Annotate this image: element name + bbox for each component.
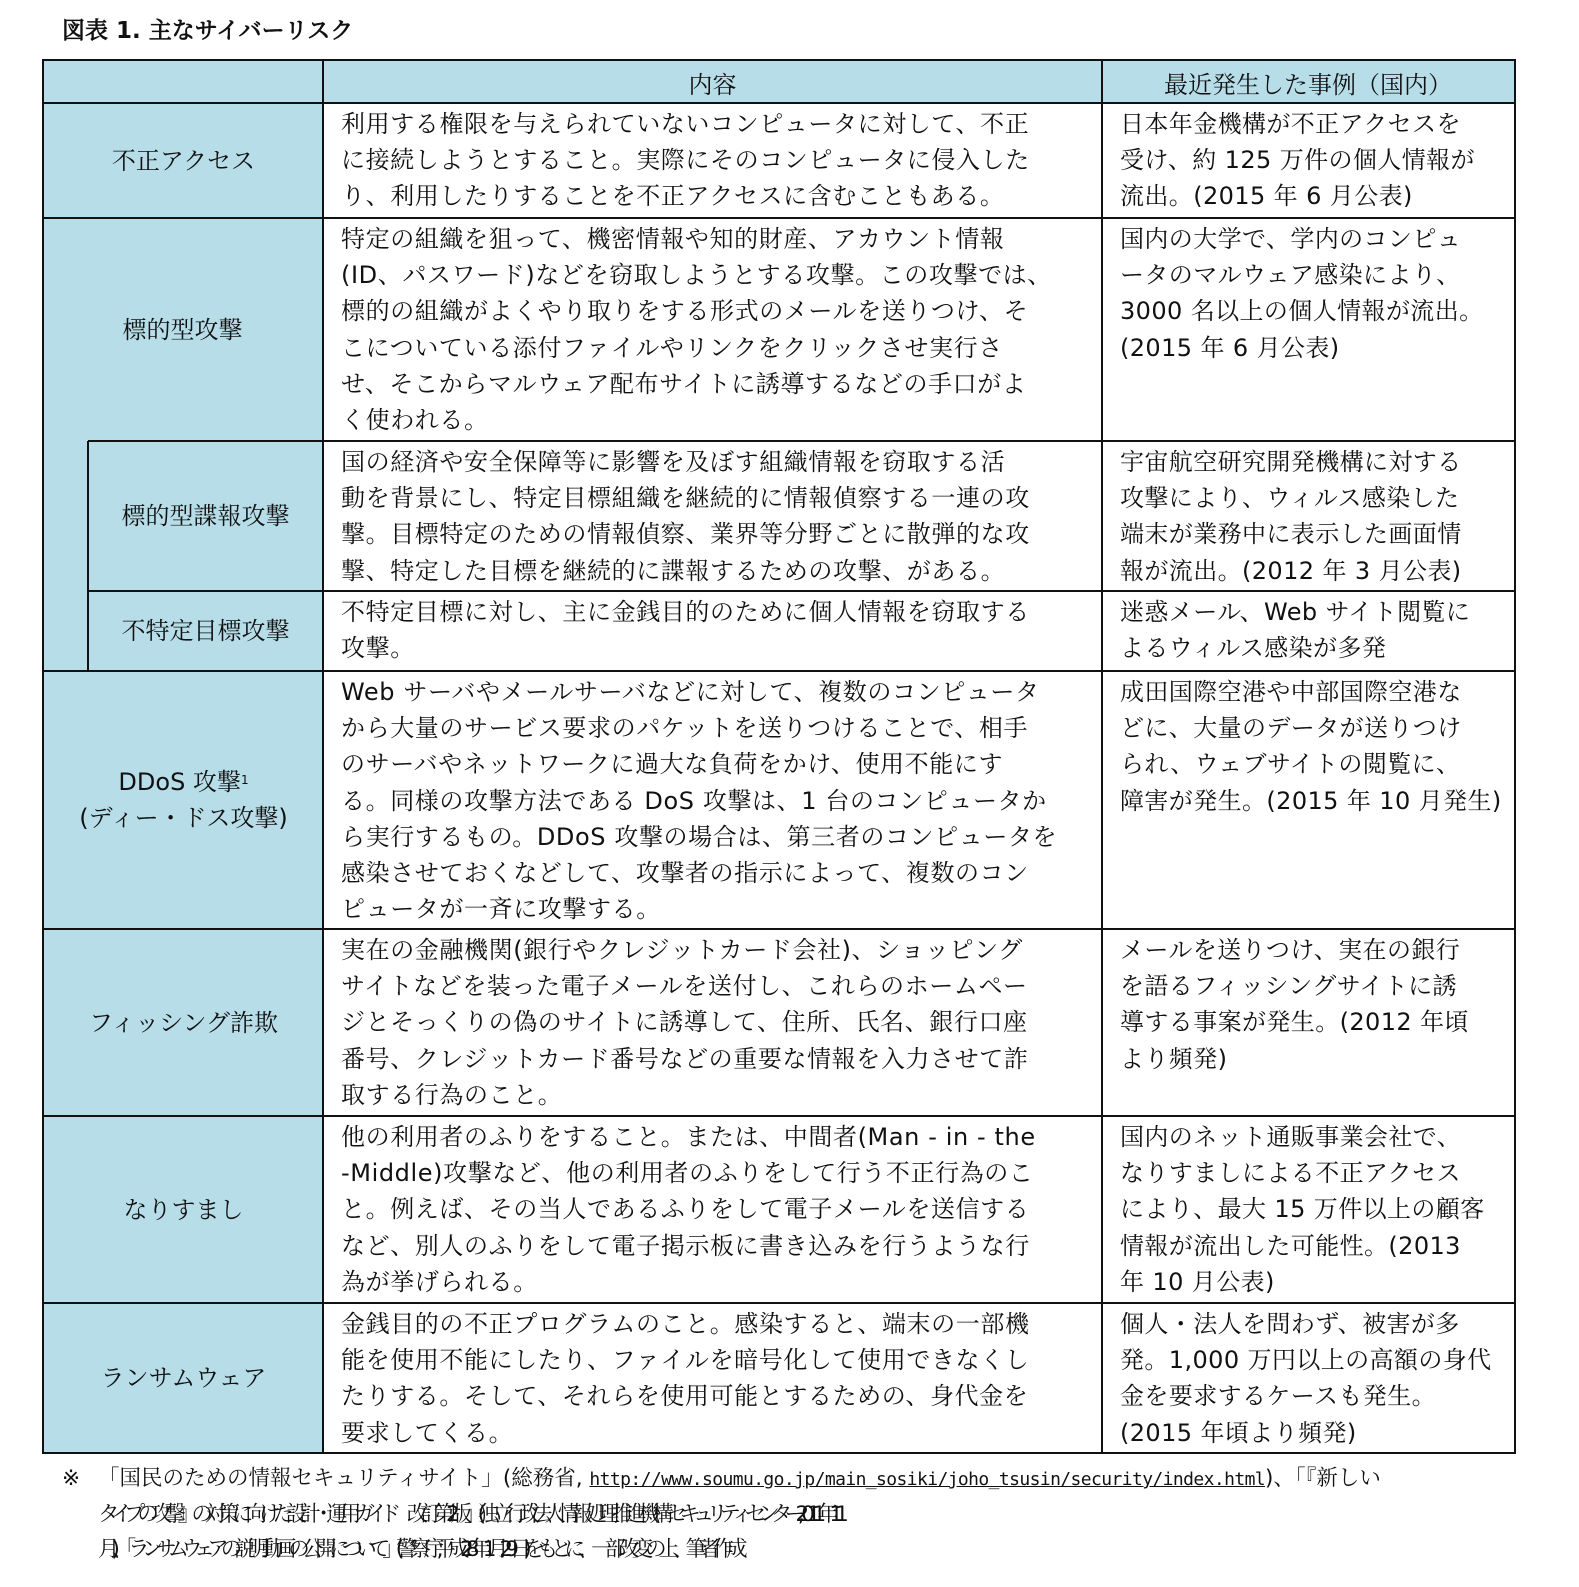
header-col-category	[44, 61, 323, 103]
label-line2: (ディー・ドス攻撃)	[79, 804, 288, 832]
col-divider	[322, 61, 324, 1452]
example-cell: 成田国際空港や中部国際空港な どに、大量のデータが送りつけ られ、ウェブサイトの閲覧に、 障害が発生。(2015 年 10 月発生)	[1120, 678, 1502, 815]
row-divider	[44, 670, 1514, 672]
source-footnote	[62, 1461, 1512, 1567]
content-cell: 他の利用者のふりをすること。または、中間者(Man - in - the -Middle)攻撃など、他の利用者のふりをして行う不正行為のこ と。例えば、その当人であるふりをして電子メールを送信する など、別人のふりをして電子掲示板に書き込みを行うような行 為が挙げられる。	[341, 1123, 1036, 1296]
label-text: 標的型諜報攻撃	[121, 502, 290, 530]
cyber-risk-table	[42, 59, 1516, 1454]
row-divider	[44, 1302, 1514, 1304]
label-text: なりすまし	[123, 1195, 244, 1224]
header-col-example: 最近発生した事例（国内）	[1102, 61, 1514, 103]
col-divider	[1101, 61, 1103, 1452]
label-text: 標的型攻撃	[122, 315, 243, 344]
content-cell: 国の経済や安全保障等に影響を及ぼす組織情報を窃取する活 動を背景にし、特定目標組織を継続的に情報偵察する一連の攻 撃。目標特定のための情報偵察、業界等分野ごとに散弾的な攻 撃、特定した目標を継続的に諜報するための攻撃、がある。	[341, 448, 1030, 585]
subgroup-divider	[87, 441, 89, 671]
row-divider	[44, 1115, 1514, 1117]
label-line1: DDoS 攻撃$^1$	[118, 768, 249, 796]
row-divider	[44, 102, 1514, 104]
content-cell: 特定の組織を狙って、機密情報や知的財産、アカウント情報 (ID、パスワード)などを窃取しようとする攻撃。この攻撃では、 標的の組織がよくやり取りをする形式のメールを送りつけ、そ こについている添付ファイルやリンクをクリックさせ実行さ せ、そこからマルウェア配布サイトに誘導するなどの手口がよ く使われる。	[341, 225, 1052, 435]
content-cell: 利用する権限を与えられていないコンピュータに対して、不正 に接続しようとすること。実際にそのコンピュータに侵入した り、利用したりすることを不正アクセスに含むこともある。	[341, 110, 1030, 211]
figure-title: 図表 1. 主なサイバーリスク	[62, 18, 354, 44]
row-divider	[88, 440, 1514, 442]
example-cell: メールを送りつけ、実在の銀行 を語るフィッシングサイトに誘 導する事案が発生。(2012 年頃 より頻発)	[1120, 936, 1469, 1073]
content-cell: 金銭目的の不正プログラムのこと。感染すると、端末の一部機 能を使用不能にしたり、ファイルを暗号化して使用できなくし たりする。そして、それらを使用可能とするための、身代金を 要求してくる。	[341, 1310, 1030, 1447]
header-col-content: 内容	[323, 61, 1102, 103]
label-text: ランサムウェア	[100, 1363, 267, 1392]
row-label-ransomware	[44, 1303, 323, 1452]
content-cell: Web サーバやメールサーバなどに対して、複数のコンピュータ から大量のサービス要求のパケットを送りつけることで、相手 のサーバやネットワークに過大な負荷をかけ、使用不能にす る。同様の攻撃方法である DoS 攻撃は、1 台のコンピュータか ら実行するもの。DDoS 攻撃の場合は、第三者のコンピュータを 感染させておくなどして、攻撃者の指示によって、複数のコン ピュータが一斉に攻撃する。	[341, 678, 1058, 924]
footnote-ref: 1	[240, 773, 249, 787]
row-label-targeted-attack	[44, 218, 323, 441]
label-text: フィッシング詐欺	[89, 1008, 278, 1037]
row-label-phishing	[44, 929, 323, 1116]
content-cell: 実在の金融機関(銀行やクレジットカード会社)、ショッピング サイトなどを装った電子メールを送付し、これらのホームペー ジとそっくりの偽のサイトに誘導して、住所、氏名、銀行口座 番号、クレジットカード番号などの重要な情報を入力させて詐 取する行為のこと。	[341, 936, 1029, 1109]
footnote-line1: ※ 「国民のための情報セキュリティサイト」(総務省, http://www.soumu.go.jp/main_sosiki/joho_tsusin/security/index.html)、「『新しい	[62, 1461, 1512, 1497]
example-cell: 個人・法人を問わず、被害が多 発。1,000 万円以上の高額の身代 金を要求するケースも発生。 (2015 年頃より頻発)	[1120, 1310, 1492, 1447]
footnote-line2: タイプの攻撃』の対策に向けた設計・運用ガイド 改訂第 2 版」(独立行政 法人情報処理推進機構セキュリティセンター, 2011 年 11	[98, 1502, 841, 1527]
row-label-ddos	[44, 671, 323, 929]
row-divider	[44, 217, 1514, 219]
example-cell: 日本年金機構が不正アクセスを 受け、約 125 万件の個人情報が 流出。(2015 年 6 月公表)	[1120, 110, 1475, 211]
source-link[interactable]: http://www.soumu.go.jp/main_sosiki/joho_tsusin/security/index.html	[589, 1469, 1266, 1490]
label-text: 不正アクセス	[111, 146, 256, 175]
label-text: 不特定目標攻撃	[121, 617, 290, 645]
example-cell: 国内のネット通販事業会社で、 なりすましによる不正アクセス により、最大 15 万件以上の顧客 情報が流出した可能性。(2013 年 10 月公表)	[1120, 1123, 1485, 1296]
row-divider	[44, 928, 1514, 930]
footnote-line3: 月)、「ランサムウェアの説明動画の公開について」(警察庁, 平成 28 年 1 月 29 日)をもとに、一部改変の上、筆者作成	[98, 1537, 740, 1562]
example-cell: 国内の大学で、学内のコンピュ ータのマルウェア感染により、 3000 名以上の個人情報が流出。 (2015 年 6 月公表)	[1120, 225, 1484, 362]
reference-mark: ※	[62, 1466, 81, 1491]
content-cell: 不特定目標に対し、主に金銭目的のために個人情報を窃取する 攻撃。	[341, 598, 1030, 663]
row-divider	[88, 590, 1514, 592]
row-label-targeted-espionage	[88, 441, 323, 591]
row-label-spoofing	[44, 1116, 323, 1303]
example-cell: 迷惑メール、Web サイト閲覧に よるウィルス感染が多発	[1120, 598, 1471, 663]
row-label-group-strip	[44, 441, 88, 671]
row-label-unauthorized-access	[44, 103, 323, 218]
example-cell: 宇宙航空研究開発機構に対する 攻撃により、ウィルス感染した 端末が業務中に表示した画面情 報が流出。(2012 年 3 月公表)	[1120, 448, 1462, 585]
row-label-untargeted-attack	[88, 591, 323, 671]
